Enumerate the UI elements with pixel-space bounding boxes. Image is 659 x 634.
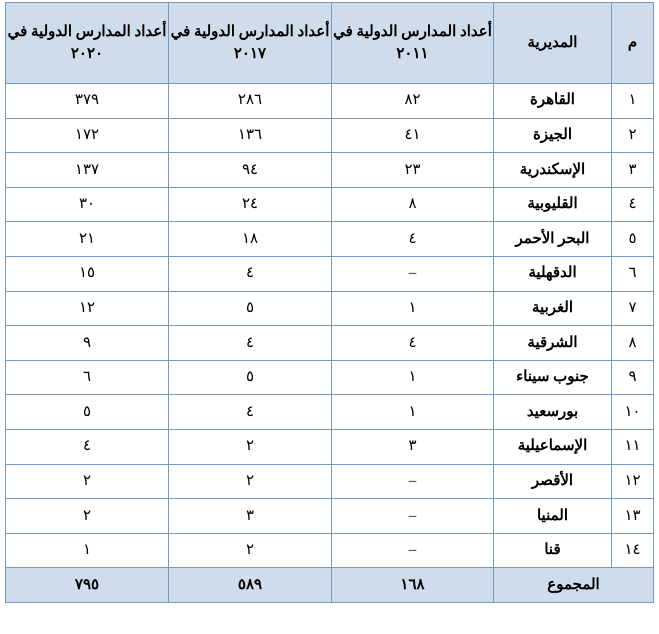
table-row [6, 533, 654, 568]
table-row [6, 256, 654, 291]
cell-2011: ٤١ [332, 118, 494, 153]
cell-2017: ٥ [169, 360, 332, 395]
cell-2011: ٨ [332, 187, 494, 222]
cell-2020: ٢١ [6, 222, 169, 257]
cell-2011: ٣ [332, 429, 494, 464]
cell-2020: ٤ [6, 429, 169, 464]
cell-2017: ٥ [169, 291, 332, 326]
cell-directorate: الإسكندرية [494, 153, 612, 188]
table-row [6, 499, 654, 534]
cell-serial: ١ [612, 84, 654, 119]
cell-directorate: البحر الأحمر [494, 222, 612, 257]
table-row [6, 84, 654, 119]
cell-serial: ٣ [612, 153, 654, 188]
cell-2020: ٥ [6, 395, 169, 430]
cell-directorate: المنيا [494, 499, 612, 534]
cell-2020: ١٢ [6, 291, 169, 326]
cell-2011: ١ [332, 360, 494, 395]
column-header-serial: م [612, 3, 654, 84]
cell-2017: ٣ [169, 499, 332, 534]
cell-2011: ٨٢ [332, 84, 494, 119]
cell-serial: ٧ [612, 291, 654, 326]
cell-total-2011: ١٦٨ [332, 568, 494, 603]
cell-2011: ٤ [332, 222, 494, 257]
column-header-year-2020: أعداد المدارس الدولية في ٢٠٢٠ [6, 3, 169, 84]
table-row [6, 395, 654, 430]
table-row [6, 326, 654, 361]
cell-2011: ٢٣ [332, 153, 494, 188]
cell-2017: ١٨ [169, 222, 332, 257]
cell-2017: ٤ [169, 256, 332, 291]
page-bottom-clipped-text [0, 618, 659, 634]
international-schools-table [5, 2, 654, 603]
table-row [6, 464, 654, 499]
cell-2011: – [332, 256, 494, 291]
table-total-row [6, 568, 654, 603]
cell-2017: ٢ [169, 464, 332, 499]
cell-2017: ٢٤ [169, 187, 332, 222]
table-row [6, 222, 654, 257]
cell-directorate: الجيزة [494, 118, 612, 153]
cell-directorate: الشرقية [494, 326, 612, 361]
table-row [6, 153, 654, 188]
cell-2020: ٢ [6, 464, 169, 499]
cell-2011: – [332, 464, 494, 499]
cell-2017: ٢ [169, 533, 332, 568]
cell-2020: ١٥ [6, 256, 169, 291]
cell-2011: – [332, 533, 494, 568]
table-body [6, 84, 654, 568]
cell-directorate: القاهرة [494, 84, 612, 119]
cell-serial: ١٤ [612, 533, 654, 568]
cell-2020: ١ [6, 533, 169, 568]
table-row [6, 360, 654, 395]
cell-directorate: قنا [494, 533, 612, 568]
cell-directorate: الدقهلية [494, 256, 612, 291]
cell-total-2020: ٧٩٥ [6, 568, 169, 603]
cell-serial: ١٣ [612, 499, 654, 534]
cell-2017: ٤ [169, 395, 332, 430]
cell-serial: ١٠ [612, 395, 654, 430]
table-row [6, 118, 654, 153]
cell-2020: ٣٧٩ [6, 84, 169, 119]
cell-2020: ١٣٧ [6, 153, 169, 188]
cell-serial: ٩ [612, 360, 654, 395]
cell-2020: ٩ [6, 326, 169, 361]
cell-directorate: بورسعيد [494, 395, 612, 430]
table-row [6, 187, 654, 222]
cell-2020: ٢ [6, 499, 169, 534]
table-header [6, 3, 654, 84]
cell-2017: ٢ [169, 429, 332, 464]
table-header-row [6, 3, 654, 84]
cell-2011: ٤ [332, 326, 494, 361]
cell-serial: ١٢ [612, 464, 654, 499]
cell-serial: ٦ [612, 256, 654, 291]
cell-directorate: الأقصر [494, 464, 612, 499]
cell-2017: ١٣٦ [169, 118, 332, 153]
cell-total-label: المجموع [494, 568, 654, 603]
cell-directorate: الغربية [494, 291, 612, 326]
cell-serial: ٥ [612, 222, 654, 257]
cell-serial: ١١ [612, 429, 654, 464]
cell-2017: ٤ [169, 326, 332, 361]
cell-directorate: جنوب سيناء [494, 360, 612, 395]
table-row [6, 291, 654, 326]
column-header-directorate: المديرية [494, 3, 612, 84]
cell-serial: ٨ [612, 326, 654, 361]
cell-2020: ١٧٢ [6, 118, 169, 153]
cell-serial: ٢ [612, 118, 654, 153]
table-row [6, 429, 654, 464]
cell-directorate: الإسماعيلية [494, 429, 612, 464]
cell-2011: – [332, 499, 494, 534]
column-header-year-2011: أعداد المدارس الدولية في ٢٠١١ [332, 3, 494, 84]
cell-directorate: القليوبية [494, 187, 612, 222]
cell-2011: ١ [332, 291, 494, 326]
cell-serial: ٤ [612, 187, 654, 222]
cell-2020: ٣٠ [6, 187, 169, 222]
column-header-year-2017: أعداد المدارس الدولية في ٢٠١٧ [169, 3, 332, 84]
cell-2017: ٢٨٦ [169, 84, 332, 119]
cell-total-2017: ٥٨٩ [169, 568, 332, 603]
cell-2020: ٦ [6, 360, 169, 395]
cell-2017: ٩٤ [169, 153, 332, 188]
table-footer [6, 568, 654, 603]
cell-2011: ١ [332, 395, 494, 430]
